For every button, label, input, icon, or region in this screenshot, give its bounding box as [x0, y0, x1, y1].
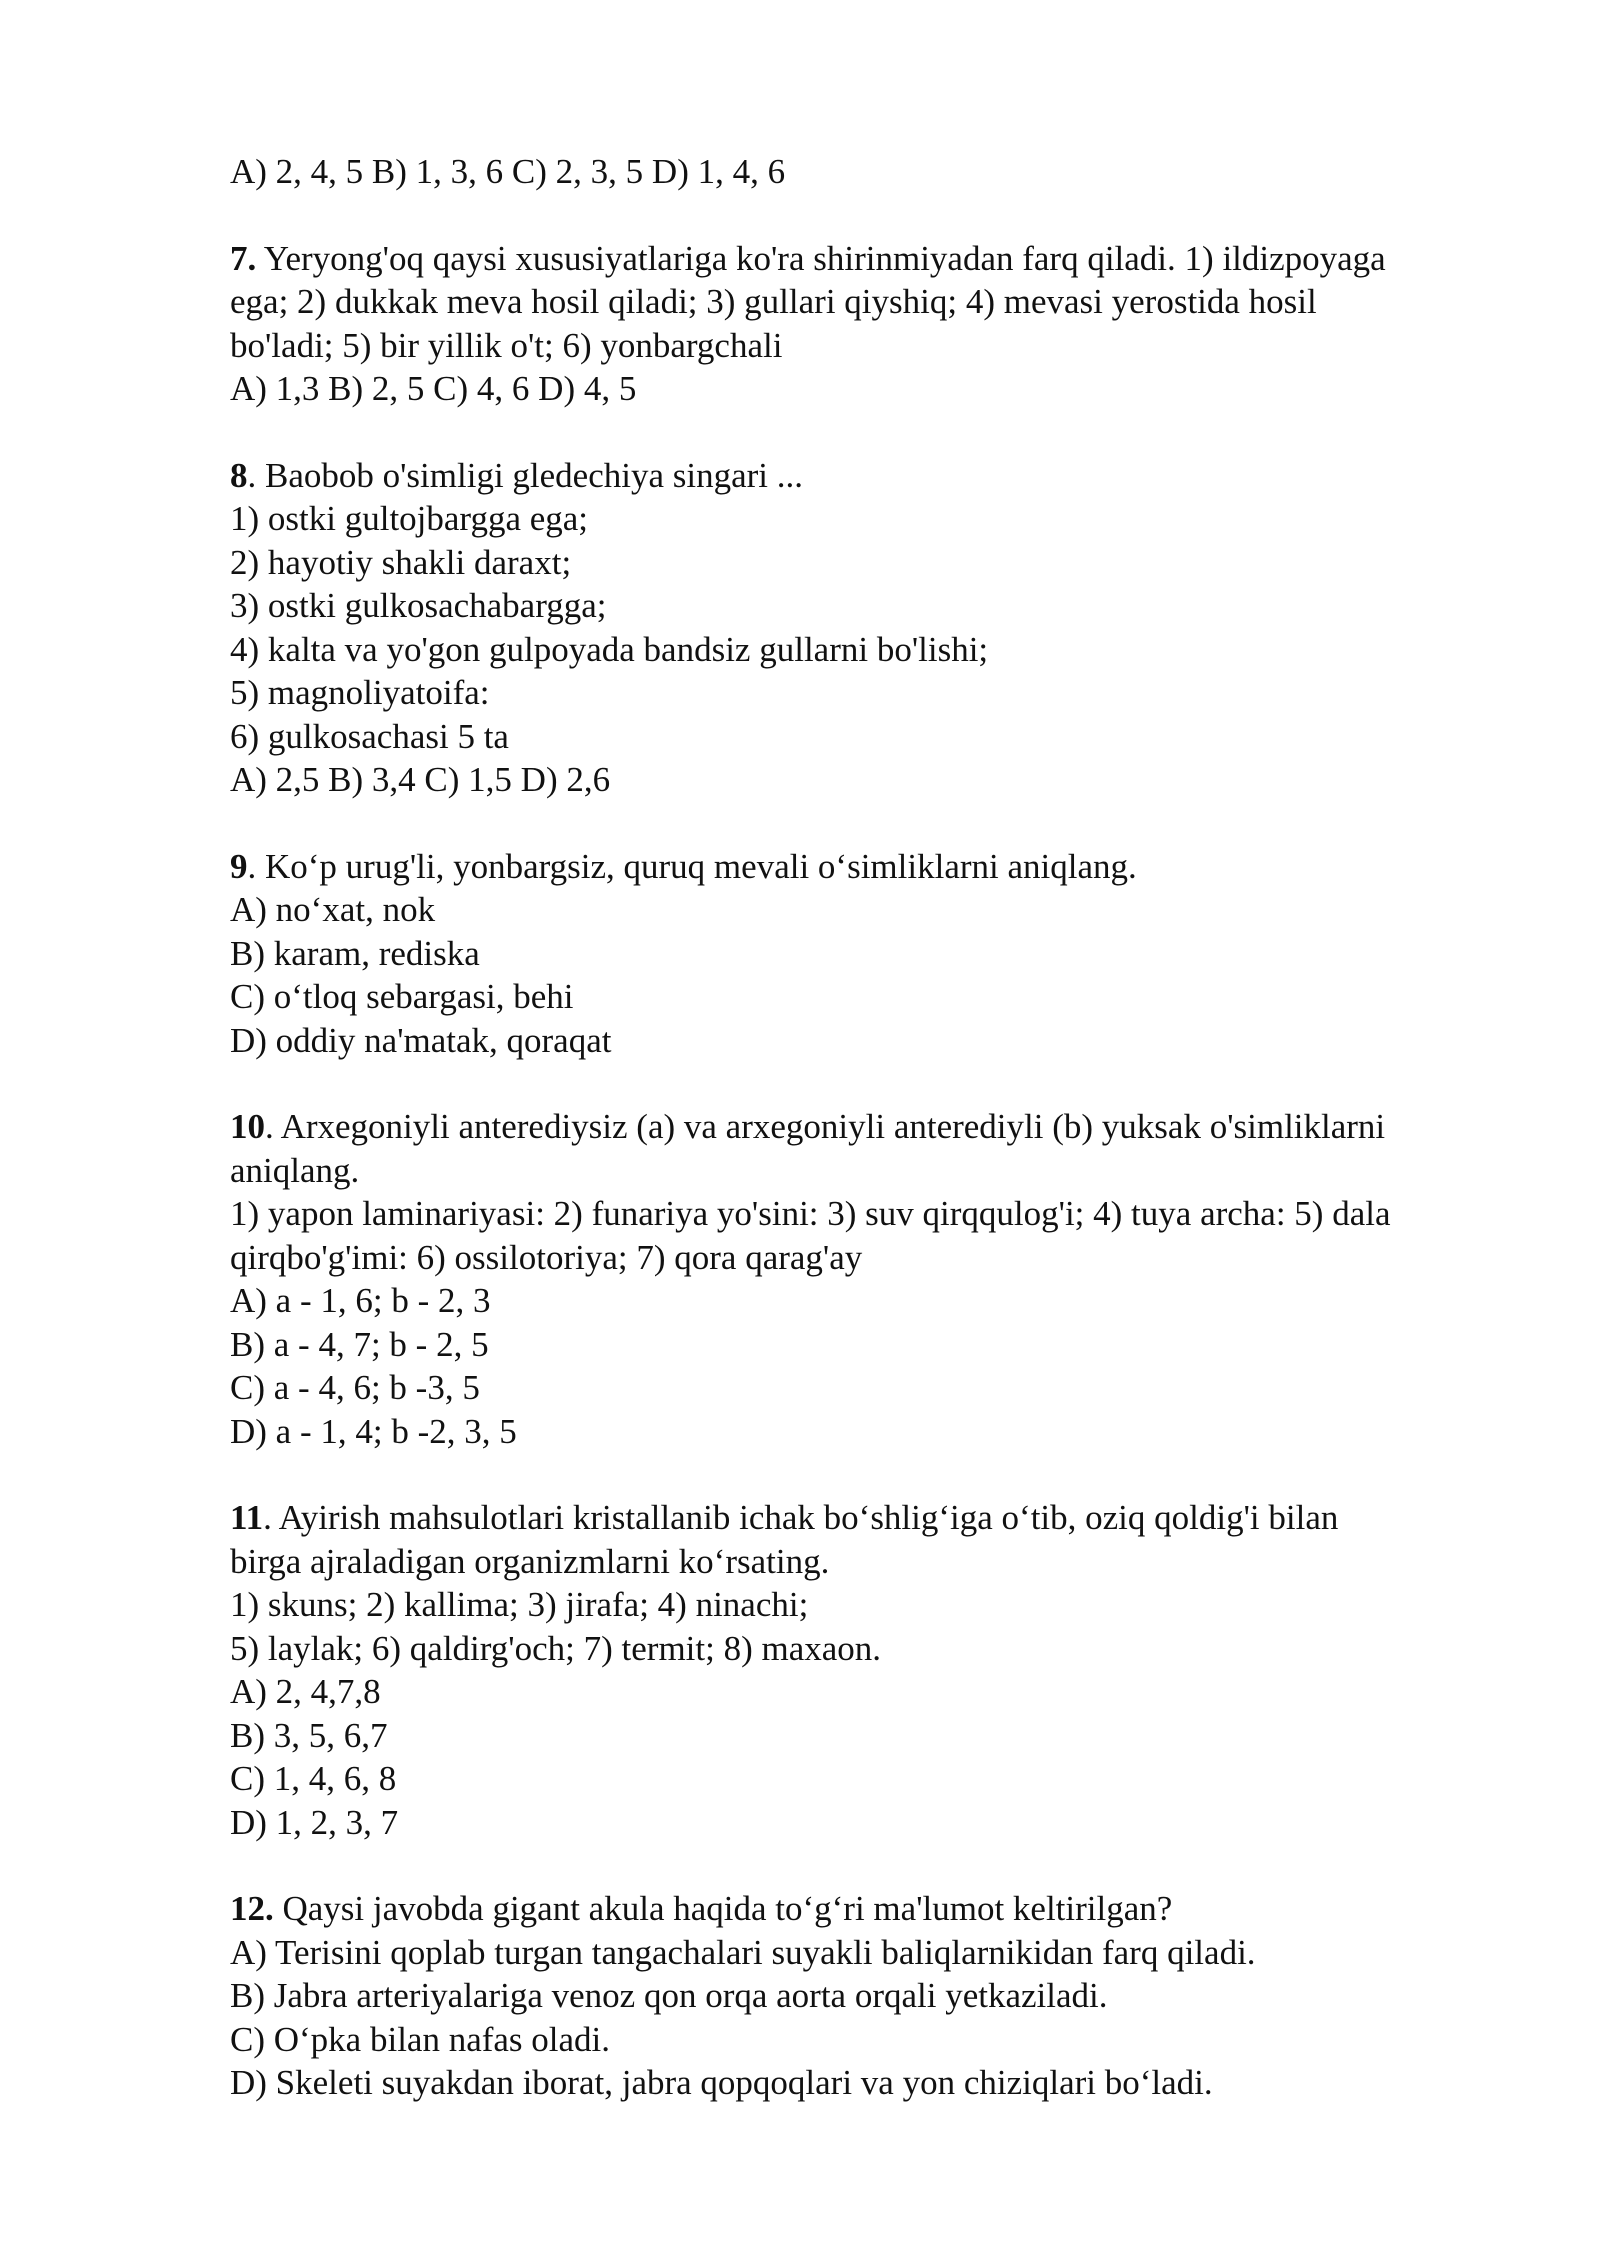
question-text-line: ega; 2) dukkak meva hosil qiladi; 3) gullari qiyshiq; 4) mevasi yerostida hosil — [230, 282, 1317, 321]
question-text-line: aniqlang. — [230, 1150, 360, 1190]
document-page — [230, 150, 1500, 2148]
question-11 — [230, 1496, 1500, 1844]
question-text-line: bo'ladi; 5) bir yillik o't; 6) yonbargchali — [230, 325, 783, 365]
answer-option: C) a - 4, 6; b -3, 5 — [230, 1368, 480, 1407]
previous-answer-options — [230, 150, 1500, 194]
answer-option: C) 1, 4, 6, 8 — [230, 1759, 397, 1798]
answer-option: D) a - 1, 4; b -2, 3, 5 — [230, 1411, 517, 1451]
statement-line: 2) hayotiy shakli daraxt; — [230, 542, 572, 582]
statement-line: 5) magnoliyatoifa: — [230, 673, 490, 712]
question-number: 12. — [230, 1889, 274, 1928]
question-text-line: 12. Qaysi javobda gigant akula haqida to‘g‘ri ma'lumot keltirilgan? — [230, 1889, 1173, 1928]
answer-option: B) Jabra arteriyalariga venoz qon orqa aorta orqali yetkaziladi. — [230, 1976, 1108, 2015]
answer-option: C) O‘pka bilan nafas oladi. — [230, 2019, 611, 2059]
statement-line: 3) ostki gulkosachabargga; — [230, 586, 607, 625]
answer-option: A) 2, 4,7,8 — [230, 1672, 381, 1711]
answer-option: D) oddiy na'matak, qoraqat — [230, 1020, 612, 1060]
answer-option: B) karam, rediska — [230, 933, 480, 973]
question-12 — [230, 1887, 1500, 2105]
statement-line: 1) ostki gultojbargga ega; — [230, 499, 589, 538]
question-text-line: 9. Ko‘p urug'li, yonbargsiz, quruq mevali o‘simliklarni aniqlang. — [230, 846, 1137, 886]
question-text-line: 8. Baobob o'simligi gledechiya singari ... — [230, 455, 804, 495]
answer-options-line: A) 2, 4, 5 B) 1, 3, 6 C) 2, 3, 5 D) 1, 4, 6 — [230, 152, 786, 191]
statement-line: 5) laylak; 6) qaldirg'och; 7) termit; 8) maxaon. — [230, 1628, 882, 1668]
question-text-line: 11. Ayirish mahsulotlari kristallanib ichak bo‘shlig‘iga o‘tib, oziq qoldig'i bilan — [230, 1498, 1339, 1537]
statement-line: 6) gulkosachasi 5 ta — [230, 716, 509, 756]
question-text-line: 10. Arxegoniyli anterediysiz (a) va arxegoniyli anterediyli (b) yuksak o'simliklarni — [230, 1107, 1386, 1146]
question-number: 11 — [230, 1498, 264, 1537]
answer-option: D) 1, 2, 3, 7 — [230, 1802, 399, 1842]
question-number: 7. — [230, 238, 257, 278]
question-9 — [230, 845, 1500, 1063]
statement-line: 1) skuns; 2) kallima; 3) jirafa; 4) ninachi; — [230, 1585, 809, 1624]
question-8 — [230, 454, 1500, 802]
answer-option: A) Terisini qoplab turgan tangachalari suyakli baliqlarnikidan farq qiladi. — [230, 1932, 1256, 1972]
question-10 — [230, 1105, 1500, 1453]
statement-line: 1) yapon laminariyasi: 2) funariya yo'sini: 3) suv qirqqulog'i; 4) tuya archa: 5) dala — [230, 1194, 1391, 1233]
answer-options-line: A) 1,3 B) 2, 5 C) 4, 6 D) 4, 5 — [230, 369, 637, 408]
question-text-line: 7. Yeryong'oq qaysi xususiyatlariga ko'ra shirinmiyadan farq qiladi. 1) ildizpoyaga — [230, 238, 1386, 278]
question-number: 10 — [230, 1107, 265, 1146]
question-number: 9 — [230, 846, 248, 886]
answer-option: D) Skeleti suyakdan iborat, jabra qopqoqlari va yon chiziqlari bo‘ladi. — [230, 2063, 1213, 2102]
answer-options-line: A) 2,5 B) 3,4 C) 1,5 D) 2,6 — [230, 760, 611, 799]
question-number: 8 — [230, 455, 248, 495]
question-text-line: birga ajraladigan organizmlarni ko‘rsating. — [230, 1541, 830, 1581]
statement-line: 4) kalta va yo'gon gulpoyada bandsiz gullarni bo'lishi; — [230, 629, 989, 669]
answer-option: A) a - 1, 6; b - 2, 3 — [230, 1281, 491, 1320]
question-7 — [230, 237, 1500, 411]
answer-option: B) 3, 5, 6,7 — [230, 1715, 388, 1755]
answer-option: B) a - 4, 7; b - 2, 5 — [230, 1324, 489, 1364]
statement-line: qirqbo'g'imi: 6) ossilotoriya; 7) qora qarag'ay — [230, 1237, 863, 1277]
answer-option: C) o‘tloq sebargasi, behi — [230, 977, 574, 1016]
answer-option: A) no‘xat, nok — [230, 890, 436, 929]
